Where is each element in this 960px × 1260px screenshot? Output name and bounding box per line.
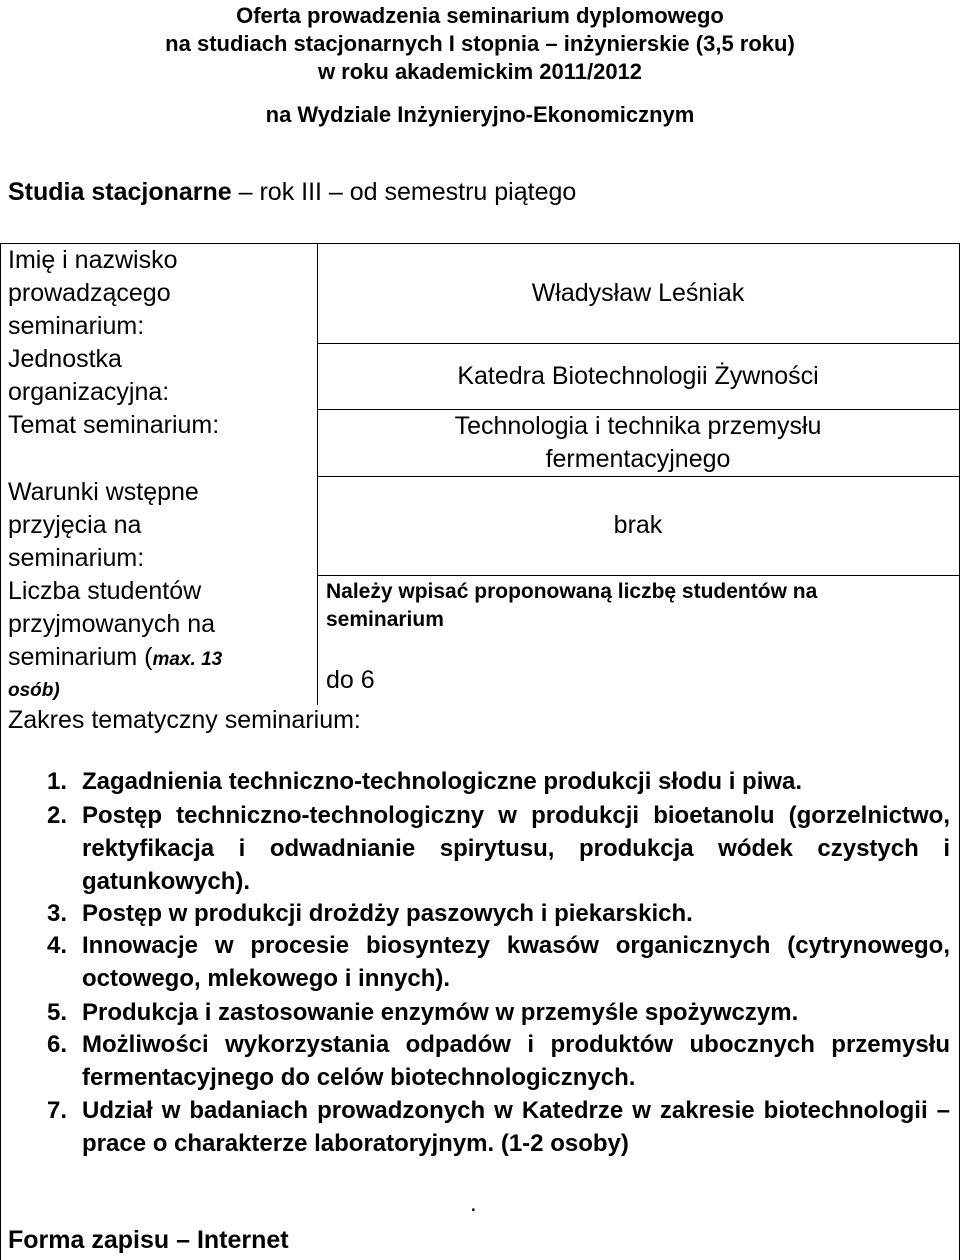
list-item-number: 1. [47,768,68,795]
header-line-4: na Wydziale Inżynieryjno-Ekonomicznym [265,102,695,127]
conditions-label-line: przyjęcia na [8,511,142,539]
student-count-label-line [8,641,308,676]
scope-label: Zakres tematyczny seminarium: [8,706,361,734]
student-count-note-line: Należy wpisać proponowaną liczbę studentów na [326,580,818,603]
topic-value-line: Technologia i technika przemysłu [454,412,822,440]
lecturer-label-line: Imię i nazwisko [8,246,178,274]
list-item-number: 6. [47,1031,68,1058]
unit-label [8,343,308,409]
stray-dot: . [470,1190,477,1217]
student-count-value-text: do 6 [326,666,375,694]
conditions-label-line: seminarium: [8,544,145,572]
list-item-number: 2. [47,802,68,829]
topic-value [318,410,958,476]
student-count-note [326,578,956,634]
list-item-text: Zagadnienia techniczno-technologiczne produkcji słodu i piwa. [82,768,803,795]
header-line-3: w roku akademickim 2011/2012 [317,59,643,84]
unit-label-line: Jednostka [8,345,122,373]
list-item-text: Innowacje w procesie biosyntezy kwasów organicznych (cytrynowego, octowego, mlekowego i innych). [82,932,950,992]
student-count-label [8,575,308,706]
student-count-value [326,664,375,697]
list-item-number: 3. [47,900,68,927]
lecturer-label-line: seminarium: [8,312,145,340]
unit-name: Katedra Biotechnologii Żywności [457,362,819,390]
list-item-text: Produkcja i zastosowanie enzymów w przemyśle spożywczym. [82,999,799,1026]
signup-method: Forma zapisu – Internet [8,1226,289,1254]
student-count-label-text: seminarium ( [8,643,153,671]
student-count-label-line: przyjmowanych na [8,610,216,638]
list-item-text: Możliwości wykorzystania odpadów i produktów ubocznych przemysłu fermentacyjnego do celów biotechnologicznych. [82,1031,950,1091]
list-item-text: Postęp w produkcji drożdży paszowych i piekarskich. [82,900,693,927]
unit-label-line: organizacyjna: [8,378,170,406]
student-count-max: max. 13 [152,649,223,670]
topic-value-line: fermentacyjnego [545,445,731,473]
study-year: – rok III – od semestru piątego [231,178,577,206]
conditions-value: brak [613,511,663,539]
list-item-number: 5. [47,999,68,1026]
list-item-number: 7. [47,1097,68,1124]
lecturer-name: Władysław Leśniak [531,279,745,307]
student-count-max-unit: osób) [8,680,60,701]
list-item-text: Udział w badaniach prowadzonych w Katedrze w zakresie biotechnologii – prace o charakterze laboratoryjnym. (1-2 osoby) [82,1097,950,1157]
lecturer-label-line: prowadzącego [8,279,171,307]
study-line [8,177,576,208]
header-line-1: Oferta prowadzenia seminarium dyplomowego [236,3,724,28]
header-line-2: na studiach stacjonarnych I stopnia – inżynierskie (3,5 roku) [165,31,795,56]
topic-label: Temat seminarium: [8,411,220,439]
study-mode: Studia stacjonarne [8,178,232,206]
list-item-number: 4. [47,932,68,959]
lecturer-label [8,244,308,343]
student-count-note-line: seminarium [326,608,444,631]
conditions-label [8,476,308,575]
list-item-text: Postęp techniczno-technologiczny w produkcji bioetanolu (gorzelnictwo, rektyfikacja i odwadnianie spirytusu, produkcja wódek czystych i gatunkowych). [82,802,950,895]
conditions-label-line: Warunki wstępne [8,478,199,506]
student-count-label-line: Liczba studentów [8,577,202,605]
